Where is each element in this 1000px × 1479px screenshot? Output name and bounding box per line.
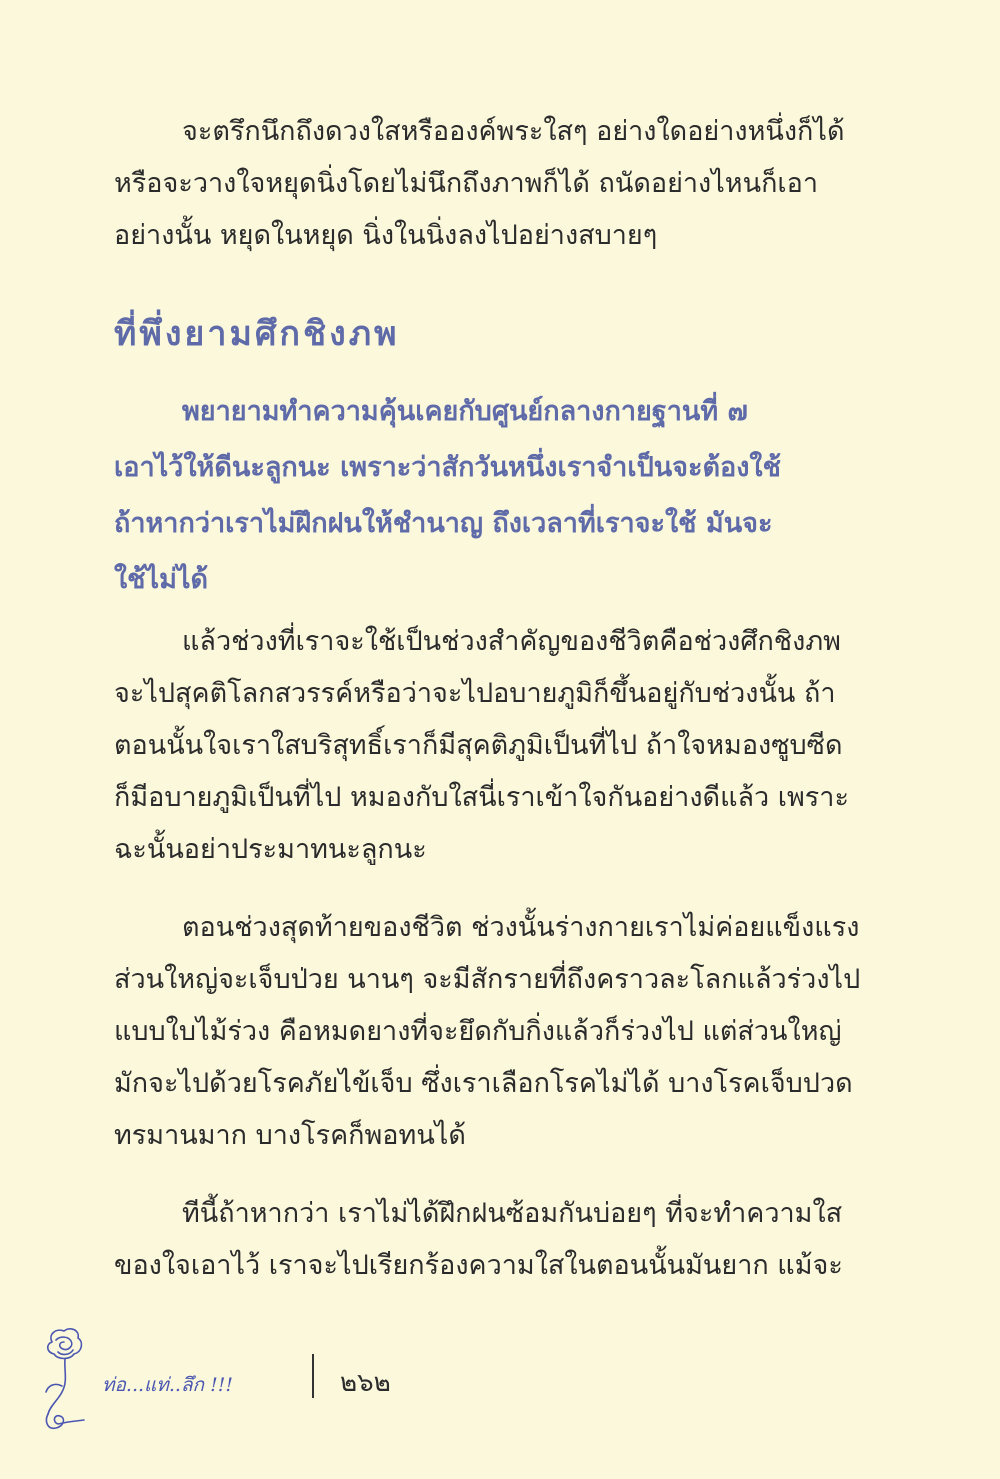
footer-divider [312,1354,314,1398]
paragraph-line: ของใจเอาไว้ เราจะไปเรียกร้องความใสในตอนนั้นมันยาก แม้จะ [114,1250,843,1281]
paragraph-line: ตอนช่วงสุดท้ายของชีวิต ช่วงนั้นร่างกายเราไม่ค่อยแข็งแรง [182,912,860,943]
paragraph-line: แบบใบไม้ร่วง คือหมดยางที่จะยึดกับกิ่งแล้วก็ร่วงไป แต่ส่วนใหญ่ [114,1016,842,1047]
paragraph-line: หรือจะวางใจหยุดนิ่งโดยไม่นึกถึงภาพก็ได้ ถนัดอย่างไหนก็เอา [114,168,819,199]
page-number: ๒๖๒ [340,1368,391,1398]
paragraph-line: ส่วนใหญ่จะเจ็บป่วย นานๆ จะมีสักรายที่ถึงคราวละโลกแล้วร่วงไป [114,964,861,995]
paragraph-line: ทรมานมาก บางโรคก็พอทนได้ [114,1120,466,1151]
paragraph-battle-of-rebirth [114,616,887,876]
paragraph-line: ก็มีอบายภูมิเป็นที่ไป หมองกับใสนี่เราเข้าใจกันอย่างดีแล้ว เพราะ [114,782,849,813]
quote-line: พยายามทำความคุ้นเคยกับศูนย์กลางกายฐานที่ ๗ [182,396,748,427]
paragraph-intro [114,106,887,262]
page-footer [38,1326,458,1436]
quote-line: ใช้ไม่ได้ [114,564,208,595]
paragraph-line: มักจะไปด้วยโรคภัยไข้เจ็บ ซึ่งเราเลือกโรคไม่ได้ บางโรคเจ็บปวด [114,1068,853,1099]
paragraph-practice [114,1188,887,1292]
quote-line: ถ้าหากว่าเราไม่ฝึกฝนให้ชำนาญ ถึงเวลาที่เราจะใช้ มันจะ [114,508,773,539]
paragraph-line: จะตรึกนึกถึงดวงใสหรือองค์พระใสๆ อย่างใดอย่างหนึ่งก็ได้ [182,116,845,147]
page-body [114,100,887,1281]
paragraph-line: อย่างนั้น หยุดในหยุด นิ่งในนิ่งลงไปอย่างสบายๆ [114,220,658,251]
section-heading: ที่พึ่งยามศึกชิงภพ [114,314,400,354]
signature-text: ท่อ...แท่..ลึก !!! [102,1374,233,1396]
quote-line: เอาไว้ให้ดีนะลูกนะ เพราะว่าสักวันหนึ่งเราจำเป็นจะต้องใช้ [114,452,781,483]
paragraph-line: แล้วช่วงที่เราจะใช้เป็นช่วงสำคัญของชีวิตคือช่วงศึกชิงภพ [182,626,841,657]
paragraph-line: ฉะนั้นอย่าประมาทนะลูกนะ [114,834,427,865]
paragraph-line: ตอนนั้นใจเราใสบริสุทธิ์เราก็มีสุคติภูมิเป็นที่ไป ถ้าใจหมองซูบซีด [114,730,843,761]
paragraph-line: จะไปสุคติโลกสวรรค์หรือว่าจะไปอบายภูมิก็ขึ้นอยู่กับช่วงนั้น ถ้า [114,678,836,709]
paragraph-end-of-life [114,902,887,1162]
paragraph-line: ทีนี้ถ้าหากว่า เราไม่ได้ฝึกฝนซ้อมกันบ่อยๆ ที่จะทำความใส [182,1198,843,1229]
highlighted-quote [114,384,887,608]
